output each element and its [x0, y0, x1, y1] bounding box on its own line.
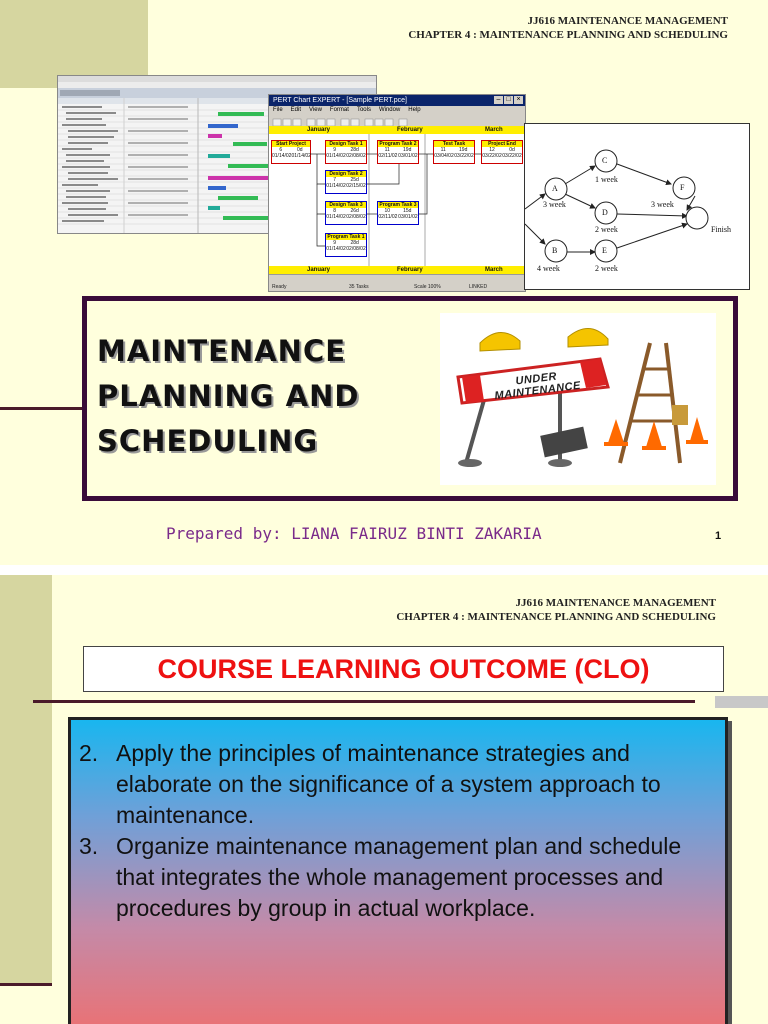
node-a: A — [552, 184, 558, 193]
edge-label: 3 week — [543, 200, 566, 209]
task-id: 9 — [333, 147, 336, 153]
pert-chart-screenshot — [268, 94, 526, 292]
month-label: January — [307, 127, 331, 133]
task-name: Program Task 3 — [379, 202, 417, 208]
menu-item-edit[interactable]: Edit — [290, 107, 302, 113]
clo-title-box — [83, 646, 724, 692]
task-id: 6 — [279, 147, 283, 153]
task-start: 01/14/02 — [326, 214, 346, 220]
pert-month-header-top — [269, 126, 525, 134]
slide-gap — [0, 565, 768, 575]
list-item — [71, 831, 711, 924]
status-scale: Scale 100% — [414, 284, 441, 290]
task-id: 12 — [489, 147, 495, 153]
sign-text: UNDER MAINTENANCE — [493, 370, 582, 403]
minimize-icon[interactable]: – — [494, 96, 503, 104]
divider-accent — [715, 696, 768, 708]
outcome-number: 3. — [79, 833, 99, 859]
maintenance-illustration — [440, 313, 716, 485]
edge-label: 3 week — [651, 200, 674, 209]
status-ready: Ready — [272, 284, 287, 290]
task-name: Design Task 3 — [326, 202, 366, 208]
sidebar-accent — [0, 575, 52, 986]
maximize-icon[interactable]: □ — [504, 96, 513, 104]
task-end: 03/01/02 — [398, 153, 418, 159]
slide-2 — [0, 575, 768, 1024]
learning-outcomes-box — [68, 717, 728, 1024]
task-duration: 28d — [350, 240, 359, 246]
task-start: 01/14/02 — [272, 153, 292, 159]
node-e: E — [602, 246, 607, 255]
title-line: MAINTENANCE — [97, 334, 347, 368]
network-node-labels — [525, 124, 749, 289]
task-id: 7 — [333, 177, 336, 183]
edge-label: 4 week — [537, 264, 560, 273]
outcome-text: Apply the principles of maintenance strategies and elaborate on the significance of a system approach to maintenance. — [116, 740, 661, 828]
task-start: 03/04/02 — [434, 153, 454, 159]
task-id: 9 — [333, 240, 336, 246]
task-id: 10 — [384, 208, 391, 214]
menu-item-tools[interactable]: Tools — [356, 107, 371, 113]
edge-label: 2 week — [595, 264, 618, 273]
task-start: 03/22/02 — [482, 153, 502, 159]
title-line: PLANNING AND — [97, 379, 360, 413]
task-end: 03/22/02 — [502, 153, 522, 159]
node-d: D — [602, 208, 608, 217]
menu-item-format[interactable]: Format — [329, 107, 349, 113]
task-name: Design Task 1 — [326, 141, 366, 147]
slide-header — [396, 596, 716, 624]
task-id: 8 — [333, 208, 336, 214]
task-duration: 28d — [350, 147, 359, 153]
node-b: B — [552, 246, 558, 255]
pert-node-program-task-3[interactable] — [377, 201, 419, 225]
task-duration: 19d — [403, 147, 412, 153]
edge-label: 2 week — [595, 225, 618, 234]
task-name: Test Task — [434, 141, 474, 147]
course-code: JJ616 MAINTENANCE MANAGEMENT — [515, 597, 716, 609]
task-end: 03/22/02 — [454, 153, 474, 159]
task-end: 02/08/02 — [346, 153, 366, 159]
task-end: 02/08/02 — [346, 214, 366, 220]
outcome-number: 2. — [79, 740, 99, 766]
task-name: Start Project — [272, 141, 310, 147]
menu-item-help[interactable]: Help — [408, 107, 421, 113]
close-icon[interactable]: × — [514, 96, 523, 104]
task-id: 11 — [440, 147, 446, 153]
chapter-title: CHAPTER 4 : MAINTENANCE PLANNING AND SCHEDULING — [408, 29, 728, 41]
pert-menu-bar — [269, 106, 526, 115]
node-f: F — [680, 183, 685, 192]
task-name: Program Task 1 — [327, 234, 365, 240]
task-name: Design Task 2 — [326, 171, 366, 177]
task-id: 11 — [384, 147, 390, 153]
menu-item-view[interactable]: View — [309, 107, 322, 113]
course-code: JJ616 MAINTENANCE MANAGEMENT — [527, 15, 728, 27]
task-end: 02/15/02 — [346, 183, 366, 189]
task-start: 01/14/02 — [326, 183, 346, 189]
task-duration: 26d — [350, 208, 359, 214]
node-c: C — [602, 156, 608, 165]
status-tasks: 35 Tasks — [349, 284, 369, 290]
menu-item-window[interactable]: Window — [378, 107, 401, 113]
pert-node-design-task-1[interactable] — [325, 140, 367, 164]
outcome-text: Organize maintenance management plan and schedule that integrates the whole management processes and procedures by group in actual workplace. — [116, 833, 682, 921]
pert-window-title: PERT Chart EXPERT - [Sample PERT.pce] — [269, 95, 526, 106]
pert-window-controls — [494, 96, 523, 104]
task-duration: 15d — [403, 208, 412, 214]
divider-line — [0, 407, 88, 410]
task-start: 02/11/02 — [378, 214, 398, 220]
sidebar-rule — [0, 983, 52, 986]
pert-node-design-task-2[interactable] — [325, 170, 367, 194]
task-end: 01/14/02 — [291, 153, 311, 159]
month-label: March — [485, 267, 503, 273]
task-start: 01/14/02 — [326, 246, 346, 252]
learning-outcomes-list — [71, 738, 711, 924]
task-duration: 0d — [297, 147, 303, 153]
status-linked: LINKED — [469, 284, 488, 290]
task-start: 02/11/02 — [378, 153, 398, 159]
menu-item-file[interactable]: File — [273, 107, 283, 113]
chapter-title: CHAPTER 4 : MAINTENANCE PLANNING AND SCHEDULING — [396, 611, 716, 623]
task-end: 03/01/02 — [398, 214, 418, 220]
month-label: February — [397, 267, 423, 273]
main-title — [97, 329, 359, 464]
pert-task-nodes — [269, 134, 525, 266]
prepared-by: Prepared by: LIANA FAIRUZ BINTI ZAKARIA — [166, 524, 542, 543]
month-label: February — [397, 127, 423, 133]
task-duration: 25d — [350, 177, 359, 183]
task-name: Project End — [482, 141, 522, 147]
pert-status-bar — [269, 283, 525, 291]
list-item — [71, 738, 711, 831]
slide-header — [408, 14, 728, 42]
pert-node-program-task-1[interactable] — [325, 233, 367, 257]
title-box — [82, 296, 738, 501]
pert-node-start-project[interactable] — [271, 140, 311, 164]
title-line: SCHEDULING — [97, 424, 319, 458]
pert-node-test-task[interactable] — [433, 140, 475, 164]
task-end: 02/08/02 — [346, 246, 366, 252]
edge-label: 1 week — [595, 175, 618, 184]
pert-node-project-end[interactable] — [481, 140, 523, 164]
pert-node-design-task-3[interactable] — [325, 201, 367, 225]
network-diagram — [524, 123, 750, 290]
pert-node-program-task-2[interactable] — [377, 140, 419, 164]
task-duration: 19d — [459, 147, 468, 153]
month-label: March — [485, 127, 503, 133]
pert-month-header-bottom — [269, 266, 525, 274]
task-start: 01/14/02 — [326, 153, 346, 159]
clo-title: COURSE LEARNING OUTCOME (CLO) — [157, 654, 650, 684]
page-number: 1 — [715, 530, 722, 542]
finish-label: Finish — [711, 225, 732, 234]
month-label: January — [307, 267, 331, 273]
divider-line — [33, 700, 695, 703]
task-duration: 0d — [509, 147, 515, 153]
task-name: Program Task 2 — [379, 141, 417, 147]
